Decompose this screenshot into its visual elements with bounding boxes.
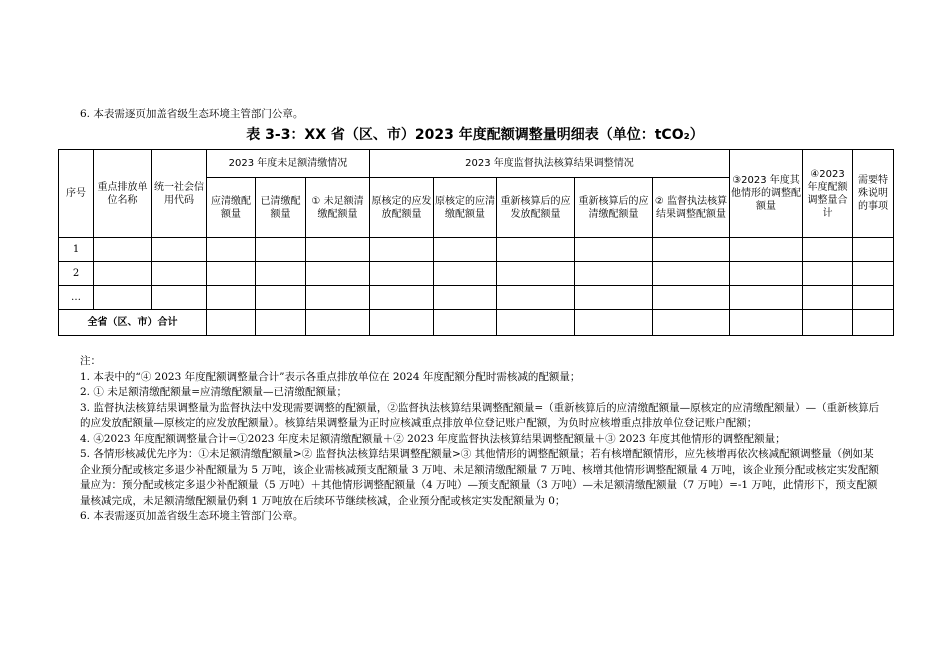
notes-heading: 注：: [80, 355, 101, 367]
note-item: 4. ④2023 年度配额调整量合计=①2023 年度未足额清缴配额量＋② 2023 年度监督执法核算结果调整配额量＋③ 2023 年度其他情形的调整配额量；: [80, 432, 786, 445]
row-seq: …: [59, 286, 94, 310]
header-seq: 序号: [59, 150, 94, 238]
header-should-pay: 应清缴配额量: [207, 178, 256, 238]
header-recalc-clear: 重新核算后的应清缴配额量: [575, 178, 653, 238]
header-group-unpaid: 2023 年度未足额清缴情况: [207, 150, 370, 178]
table-row: [59, 262, 894, 286]
total-row: [59, 310, 894, 336]
note-item: 2. ① 未足额清缴配额量=应清缴配额量—已清缴配额量；: [80, 386, 347, 398]
header-other-adjustment: ③2023 年度其他情形的调整配额量: [730, 150, 803, 238]
page-title: 表 3-3：XX 省（区、市）2023 年度配额调整量明细表（单位：tCO₂）: [246, 127, 704, 143]
header-group-supervision: 2023 年度监督执法核算结果调整情况: [370, 150, 730, 178]
notes-section: [80, 354, 880, 525]
header-supervision-adjustment: ② 监督执法核算结果调整配额量: [653, 178, 730, 238]
header-orig-issue: 原核定的应发放配额量: [370, 178, 434, 238]
header-orig-clear: 原核定的应清缴配额量: [434, 178, 497, 238]
header-unpaid: ① 未足额清缴配额量: [306, 178, 370, 238]
header-paid: 已清缴配额量: [256, 178, 306, 238]
header-unit-name: 重点排放单位名称: [94, 150, 152, 238]
top-note: 6. 本表需逐页加盖省级生态环境主管部门公章。: [80, 108, 304, 120]
note-item: 6. 本表需逐页加盖省级生态环境主管部门公章。: [80, 510, 304, 522]
header-credit-code: 统一社会信用代码: [152, 150, 207, 238]
table-row: [59, 286, 894, 310]
quota-adjustment-table: [58, 149, 894, 336]
total-label: 全省（区、市）合计: [59, 310, 207, 336]
header-special-notes: 需要特殊说明的事项: [853, 150, 894, 238]
note-item: 5. 各情形核减优先序为：①未足额清缴配额量>② 监督执法核算结果调整配额量>③ 其他情形的调整配额量；若有核增配额情形，应先核增再依次核减配额调整量（例如某企业预分配或核定多退少补配额量为 5 万吨，该企业需核减预支配额量 3 万吨、未足额清缴配额量 7 万吨、核增其他情形调整配额量 4 万吨，该企业预分配或核定实发配额量应为：预分配或核定多退少补配额量（5 万吨）＋其他情形调整配额量（4 万吨）—预支配额量（3 万吨）—未足额清缴配额量（7 万吨）=-1 万吨，此情形下，预支配额量核减完成，未足额清缴配额量仍剩 1 万吨放在后续环节继续核减，企业预分配或核定实发配额量为 0；: [80, 448, 879, 507]
header-recalc-issue: 重新核算后的应发放配额量: [497, 178, 575, 238]
note-item: 1. 本表中的“④ 2023 年度配额调整量合计”表示各重点排放单位在 2024 年度配额分配时需核减的配额量；: [80, 370, 581, 383]
note-item: 3. 监督执法核算结果调整量为监督执法中发现需要调整的配额量，②监督执法核算结果调整配额量=（重新核算后的应清缴配额量—原核定的应清缴配额量）—（重新核算后的应发放配额量—原核定的应发放配额量）。核算结果调整量为正时应核减重点排放单位登记账户配额，为负时应核增重点排放单位登记账户配额；: [80, 401, 880, 429]
table-row: [59, 238, 894, 262]
row-seq: 1: [59, 238, 94, 262]
row-seq: 2: [59, 262, 94, 286]
header-total-adjustment: ④2023 年度配额调整量合计: [803, 150, 853, 238]
